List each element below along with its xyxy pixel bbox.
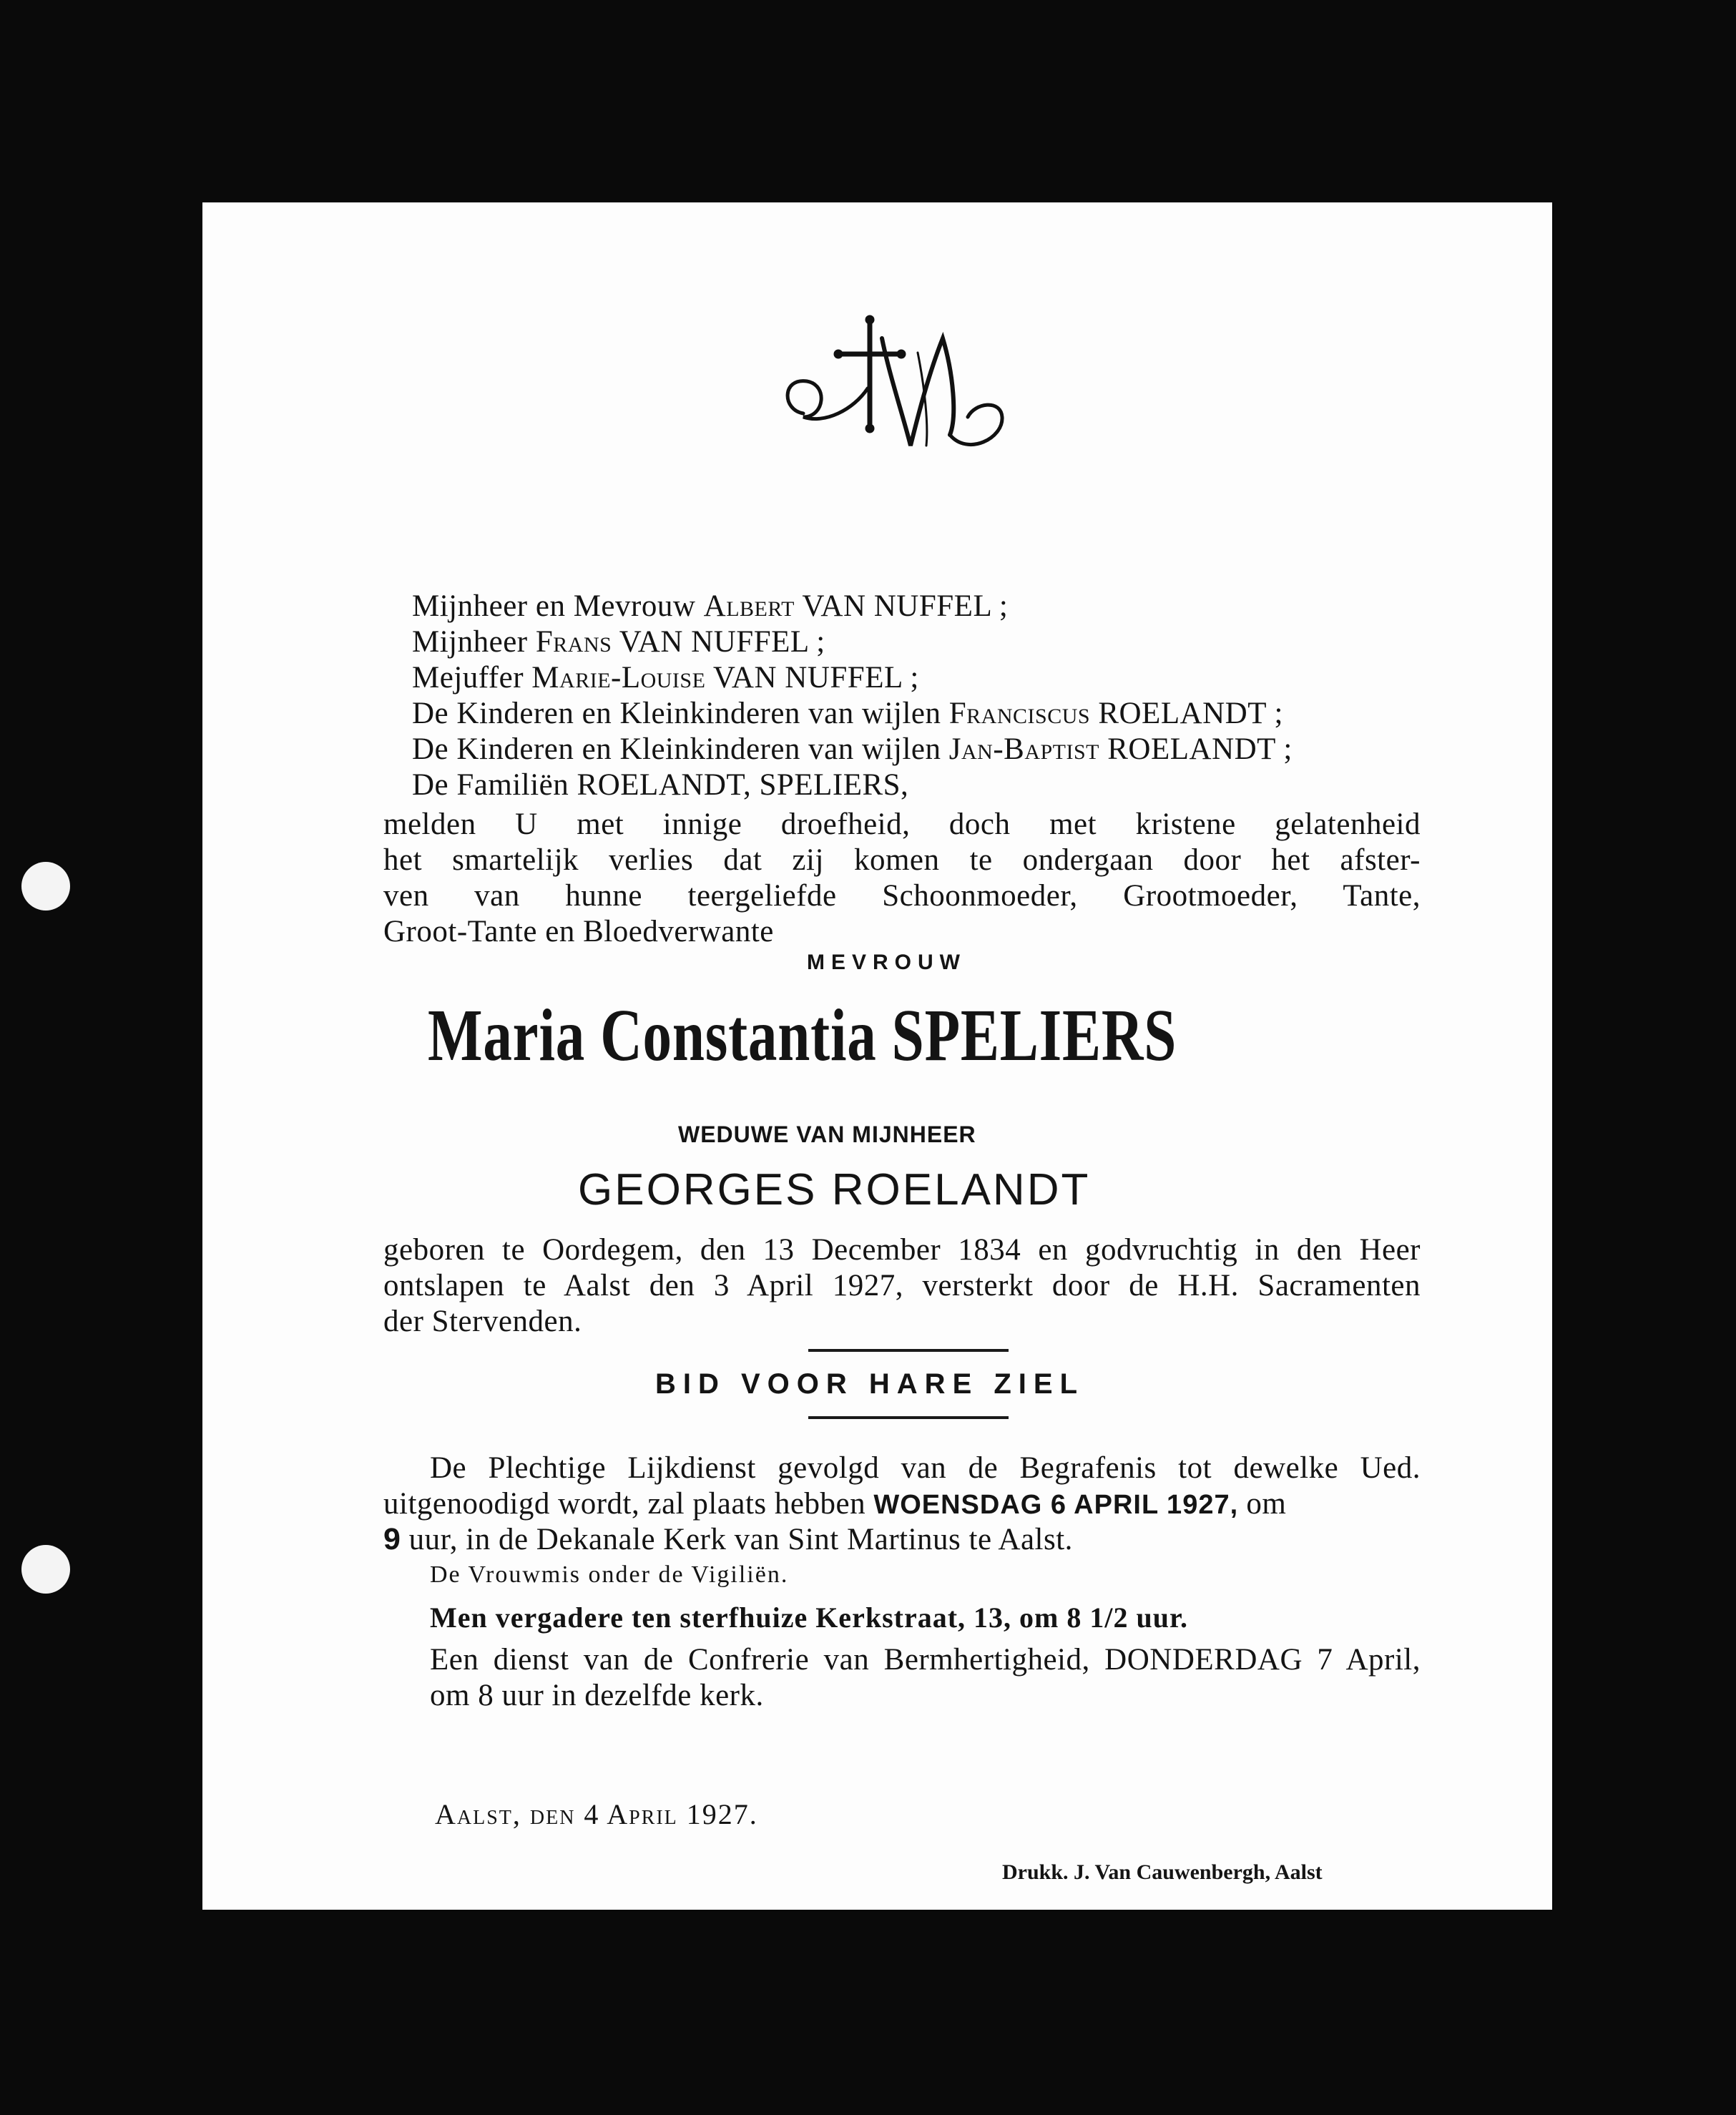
prayer-heading: BID VOOR HARE ZIEL [655, 1368, 1085, 1400]
family-line-3: Mejuffer Marie-Louise VAN NUFFEL ; [412, 661, 919, 695]
punch-hole-bottom [21, 1545, 70, 1594]
place-date: Aalst, den 4 April 1927. [435, 1798, 758, 1830]
widow-of: WEDUWE VAN MIJNHEER [678, 1122, 976, 1147]
vigil-note: De Vrouwmis onder de Vigiliën. [430, 1561, 789, 1588]
announcement-line-2: het smartelijk verlies dat zij komen te ondergaan door het afster- [383, 843, 1421, 877]
service-line-2: uitgenoodigd wordt, zal plaats hebben WOENSDAG 6 APRIL 1927, om [383, 1487, 1287, 1521]
divider-bottom [808, 1416, 1009, 1419]
husband-name: GEORGES ROELANDT [578, 1165, 1091, 1214]
service-line-3: 9 uur, in de Dekanale Kerk van Sint Martinus te Aalst. [383, 1522, 1073, 1556]
family-line-4: De Kinderen en Kleinkinderen van wijlen Franciscus ROELANDT ; [412, 697, 1283, 730]
divider-top [808, 1349, 1009, 1352]
announcement-line-3: ven van hunne teergeliefde Schoonmoeder, Grootmoeder, Tante, [383, 879, 1421, 913]
announcement-line-1: melden U met innige droefheid, doch met kristene gelatenheid [383, 808, 1421, 841]
confraternity-line-2: om 8 uur in dezelfde kerk. [430, 1679, 764, 1712]
birth-death-line-1: geboren te Oordegem, den 13 December 1834 en godvruchtig in den Heer [383, 1233, 1421, 1267]
honorific: MEVROUW [807, 951, 966, 974]
birth-death-line-2: ontslapen te Aalst den 3 April 1927, versterkt door de H.H. Sacramenten [383, 1269, 1421, 1302]
family-line-2: Mijnheer Frans VAN NUFFEL ; [412, 625, 825, 659]
confraternity-line-1: Een dienst van de Confrerie van Bermhertigheid, DONDERDAG 7 April, [430, 1643, 1421, 1677]
punch-hole-top [21, 862, 70, 911]
announcement-line-4: Groot-Tante en Bloedverwante [383, 915, 774, 948]
service-line-1: De Plechtige Lijkdienst gevolgd van de Begrafenis tot dewelke Ued. [430, 1451, 1421, 1485]
family-line-5: De Kinderen en Kleinkinderen van wijlen Jan-Baptist ROELANDT ; [412, 732, 1293, 766]
deceased-name: Maria Constantia SPELIERS [428, 994, 1177, 1076]
gathering-note: Men vergadere ten sterfhuize Kerkstraat, 13, om 8 1/2 uur. [430, 1601, 1189, 1634]
printer-credit: Drukk. J. Van Cauwenbergh, Aalst [1002, 1860, 1323, 1884]
funeral-card [202, 202, 1552, 1910]
family-line-1: Mijnheer en Mevrouw Albert VAN NUFFEL ; [412, 589, 1009, 623]
family-line-6: De Familiën ROELANDT, SPELIERS, [412, 768, 909, 802]
birth-death-line-3: der Stervenden. [383, 1305, 582, 1338]
cross-monogram-icon [775, 310, 1018, 474]
